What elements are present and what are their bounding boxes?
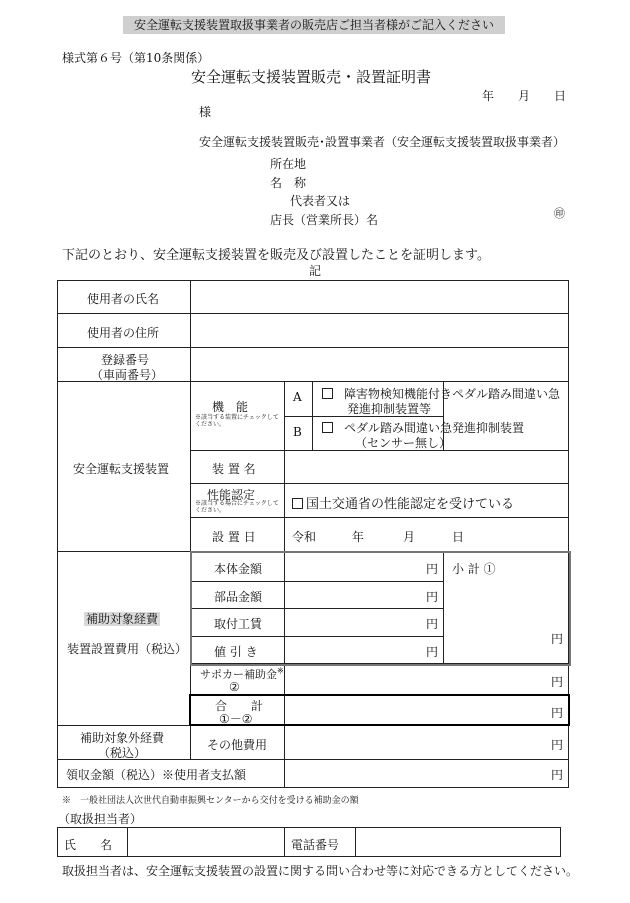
- certification-statement: 下記のとおり、安全運転支援装置を販売及び設置したことを証明します。: [62, 248, 490, 263]
- option-a-text-line2: 発進抑制装置等: [347, 402, 432, 416]
- date-year-label: 年: [482, 89, 495, 103]
- parts-price-yen: 円: [426, 590, 439, 604]
- contact-name-field[interactable]: [129, 829, 282, 855]
- supporcar-yen: 円: [551, 675, 564, 689]
- function-label: 機 能: [212, 400, 249, 414]
- supporcar-label: サポカー補助金※: [200, 666, 284, 681]
- subsidy-target-label: 補助対象経費: [86, 612, 159, 626]
- install-month-label: 月: [403, 530, 416, 544]
- option-a-checkbox[interactable]: [322, 388, 333, 399]
- install-year-label: 年: [352, 530, 365, 544]
- install-date-label: 設 置 日: [212, 530, 256, 544]
- parts-price-label: 部品金額: [214, 590, 263, 604]
- ki-label: 記: [309, 264, 322, 278]
- addressee-suffix: 様: [199, 105, 212, 119]
- option-a-code: A: [293, 390, 302, 404]
- option-b-code: B: [293, 425, 302, 439]
- contact-heading: （取扱担当者）: [58, 812, 143, 826]
- device-section-label: 安全運転支援装置: [73, 462, 170, 476]
- reg-number-sub-label: （車両番号）: [91, 368, 164, 382]
- reg-number-label: 登録番号: [101, 353, 150, 367]
- reiwa-label: 令和: [292, 530, 317, 544]
- install-cost-label: 装置設置費用（税込）: [67, 642, 188, 656]
- closing-note: 取扱担当者は、安全運転支援装置の設置に関する問い合わせ等に対応できる方としてください。: [62, 864, 579, 878]
- labor-yen: 円: [426, 617, 439, 631]
- total-formula: ①－②: [219, 712, 253, 726]
- issuer-heading: 安全運転支援装置販売･設置事業者（安全運転支援装置取扱事業者）: [199, 135, 566, 149]
- instruction-banner: 安全運転支援装置取扱事業者の販売店ご担当者様がご記入ください: [123, 16, 505, 34]
- total-label: 合 計: [215, 699, 264, 713]
- seal-mark: ㊞: [554, 207, 565, 220]
- subtotal-yen: 円: [551, 632, 564, 646]
- other-costs-label: その他費用: [207, 738, 268, 752]
- date-day-label: 日: [554, 89, 567, 103]
- main-price-label: 本体金額: [214, 562, 263, 576]
- user-address-field[interactable]: [192, 315, 567, 345]
- footnote: ※ 一般社団法人次世代自動車振興センターから交付を受ける補助金の額: [62, 796, 359, 806]
- issuer-manager-label: 店長（営業所長）名: [270, 213, 379, 227]
- user-address-label: 使用者の住所: [87, 326, 160, 340]
- option-b-text-line2: （センサー無し）: [355, 436, 452, 450]
- option-b-text: ペダル踏み間違い急発進抑制装置: [322, 419, 524, 436]
- supporcar-mark: ②: [229, 680, 240, 694]
- cert-note: ※該当する場合にチェックしてください。: [195, 500, 279, 514]
- discount-label: 値 引 き: [214, 645, 258, 659]
- total-yen: 円: [551, 706, 564, 720]
- issuer-rep-label: 代表者又は: [290, 194, 351, 208]
- issuer-name-label: 名 称: [270, 176, 307, 190]
- non-target-sub-label: （税込）: [98, 746, 147, 760]
- other-costs-yen: 円: [551, 738, 564, 752]
- labor-label: 取付工賃: [214, 617, 263, 631]
- option-a-text: 障害物検知機能付きペダル踏み間違い急: [322, 385, 560, 402]
- discount-yen: 円: [426, 645, 439, 659]
- contact-phone-label: 電話番号: [291, 838, 340, 852]
- receipt-yen: 円: [551, 768, 564, 782]
- non-target-label: 補助対象外経費: [80, 731, 165, 745]
- form-number: 様式第６号（第10条関係）: [62, 51, 210, 65]
- page-title: 安全運転支援装置販売・設置証明書: [191, 68, 432, 86]
- cert-checkbox[interactable]: [292, 498, 303, 509]
- install-day-label: 日: [452, 530, 465, 544]
- subtotal-label: 小 計 ①: [452, 562, 496, 576]
- device-name-field[interactable]: [286, 452, 567, 482]
- issuer-address-label: 所在地: [270, 157, 307, 171]
- cert-option: 国土交通省の性能認定を受けている: [292, 493, 514, 512]
- function-note: ※該当する装置にチェックしてください。: [195, 414, 279, 428]
- user-name-field[interactable]: [192, 282, 567, 312]
- main-price-yen: 円: [426, 562, 439, 576]
- device-name-label: 装 置 名: [212, 462, 256, 476]
- reg-number-field[interactable]: [192, 349, 567, 379]
- receipt-label: 領収金額（税込）※使用者支払額: [66, 768, 247, 782]
- user-name-label: 使用者の氏名: [87, 292, 160, 306]
- date-month-label: 月: [518, 89, 531, 103]
- contact-name-label: 氏 名: [64, 838, 113, 852]
- option-b-checkbox[interactable]: [322, 422, 333, 433]
- cert-label: 性能認定: [207, 488, 256, 502]
- contact-phone-field[interactable]: [357, 829, 558, 855]
